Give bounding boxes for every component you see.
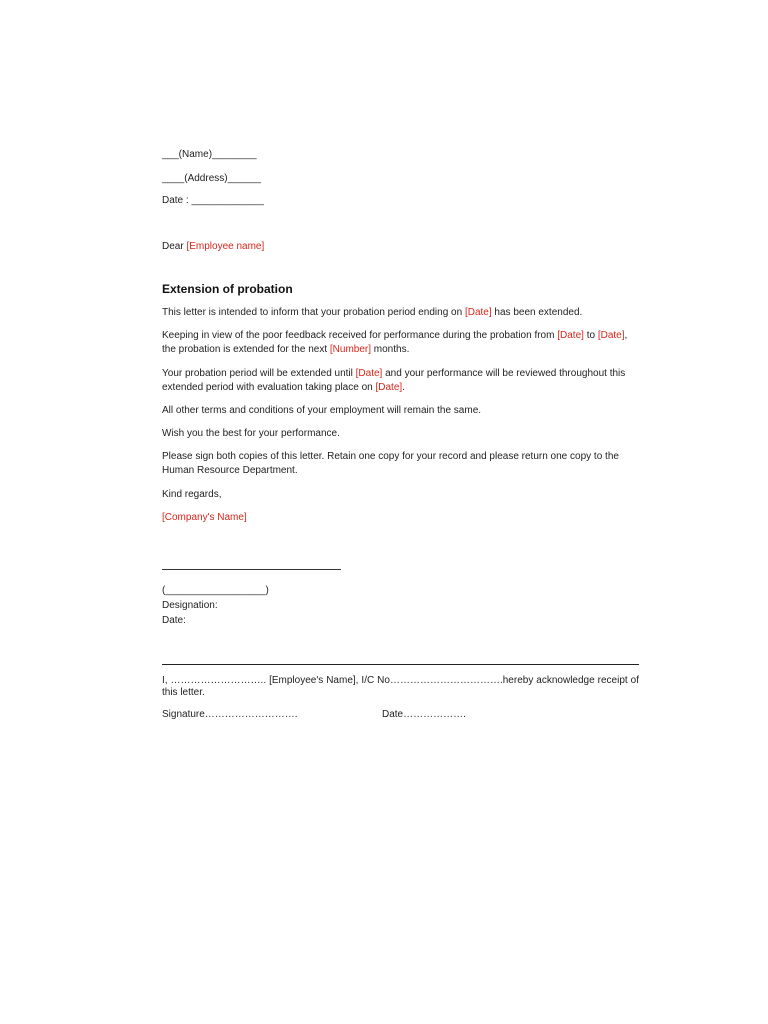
name-line: ___(Name)________ bbox=[162, 149, 257, 160]
address-line: ____(Address)______ bbox=[162, 173, 261, 184]
text: has been extended. bbox=[491, 307, 583, 318]
text: This letter is intended to inform that your probation period ending on bbox=[162, 307, 465, 318]
paragraph-probation-notice bbox=[162, 306, 642, 320]
signature-line bbox=[162, 569, 341, 570]
number-placeholder: [Number] bbox=[329, 344, 372, 355]
text: Keeping in view of the poor feedback received for performance during the probation from bbox=[162, 330, 558, 341]
closing: Kind regards, bbox=[162, 489, 222, 500]
paragraph-extension-details bbox=[162, 367, 642, 395]
acknowledgement-signature: Signature………………………. bbox=[162, 709, 298, 720]
paragraph-wishes: Wish you the best for your performance. bbox=[162, 428, 340, 439]
signatory-name-placeholder: (__________________) bbox=[162, 585, 269, 596]
letter-title: Extension of probation bbox=[162, 282, 293, 296]
date-placeholder: [Date] bbox=[464, 307, 492, 318]
signature-date-label: Date: bbox=[162, 615, 186, 626]
paragraph-feedback bbox=[162, 329, 642, 357]
employee-name-placeholder: [Employee name] bbox=[186, 241, 265, 252]
salutation-prefix: Dear bbox=[162, 241, 187, 252]
paragraph-terms: All other terms and conditions of your employment will remain the same. bbox=[162, 405, 482, 416]
acknowledgement-text: I, ……………………….. [Employee's Name], I/C No…………………………….hereby acknowledge receipt of this letter. bbox=[162, 675, 639, 698]
acknowledgement-divider bbox=[162, 664, 639, 665]
date-placeholder: [Date] bbox=[597, 330, 625, 341]
text: , the probation is extended for the next bbox=[162, 330, 628, 355]
date-placeholder: [Date] bbox=[355, 368, 383, 379]
text: . bbox=[402, 382, 405, 393]
date-line: Date : _____________ bbox=[162, 195, 264, 206]
designation-label: Designation: bbox=[162, 600, 218, 611]
date-placeholder: [Date] bbox=[375, 382, 403, 393]
salutation bbox=[162, 240, 264, 254]
company-name-placeholder: [Company's Name] bbox=[162, 512, 247, 523]
paragraph-sign-instructions: Please sign both copies of this letter. Retain one copy for your record and please return one copy to the Human Resource Department. bbox=[162, 451, 619, 476]
text: months. bbox=[371, 344, 410, 355]
date-placeholder: [Date] bbox=[557, 330, 584, 341]
text: to bbox=[583, 330, 598, 341]
acknowledgement-date: Date………………. bbox=[382, 709, 466, 720]
text: and your performance will be reviewed throughout this extended period with evaluation taking place on bbox=[162, 368, 626, 393]
text: Your probation period will be extended until bbox=[162, 368, 356, 379]
